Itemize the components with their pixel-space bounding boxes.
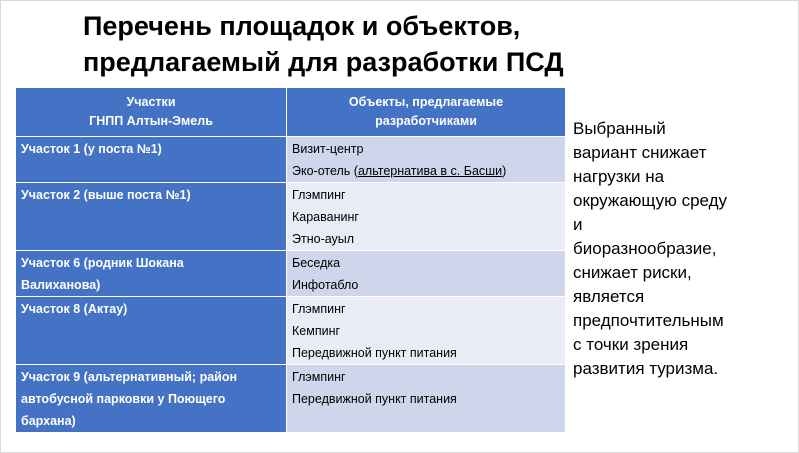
object-item: Глэмпинг	[292, 370, 346, 384]
side-note-line: развития туризма.	[573, 359, 719, 378]
header-objects-line: Объекты, предлагаемые	[348, 95, 504, 109]
object-item: Передвижной пункт питания	[292, 392, 457, 406]
site-cell	[16, 183, 287, 251]
side-note	[573, 117, 783, 381]
object-item-suffix: )	[502, 164, 507, 178]
sites-table	[15, 87, 566, 433]
table-row	[16, 297, 566, 365]
object-item: Инфотабло	[292, 278, 359, 292]
site-cell	[16, 297, 287, 365]
table-row	[16, 137, 566, 183]
site-name: Участок 2 (выше поста №1)	[21, 188, 191, 202]
site-name: Участок 9 (альтернативный; район	[21, 370, 238, 384]
site-cell	[16, 251, 287, 297]
site-cell	[16, 365, 287, 433]
object-item-alternative: альтернатива в с. Басши	[357, 164, 503, 178]
object-item: Этно-ауыл	[292, 232, 355, 246]
site-name: Участок 1 (у поста №1)	[21, 142, 162, 156]
object-item: Визит-центр	[292, 142, 364, 156]
slide-title	[83, 8, 783, 80]
side-note-line: нагрузки на	[573, 167, 665, 186]
side-note-line: и	[573, 215, 583, 234]
objects-cell	[287, 365, 566, 433]
side-note-line: Выбранный	[573, 119, 666, 138]
table-row	[16, 251, 566, 297]
side-note-line: предпочтительным	[573, 311, 724, 330]
side-note-line: является	[573, 287, 645, 306]
side-note-line: снижает риски,	[573, 263, 692, 282]
table-header-row	[16, 88, 566, 137]
site-name: бархана)	[21, 414, 76, 428]
side-note-line: окружающую среду	[573, 191, 728, 210]
header-sites	[16, 88, 287, 137]
side-note-line: вариант снижает	[573, 143, 707, 162]
objects-cell	[287, 183, 566, 251]
header-objects-line: разработчиками	[375, 114, 477, 128]
objects-cell	[287, 251, 566, 297]
table-row	[16, 183, 566, 251]
object-item: Кемпинг	[292, 324, 341, 338]
site-name: автобусной парковки у Поющего	[21, 392, 226, 406]
site-name: Участок 8 (Актау)	[21, 302, 128, 316]
site-name: Участок 6 (родник Шокана	[21, 256, 184, 270]
site-cell	[16, 137, 287, 183]
side-note-line: с точки зрения	[573, 335, 689, 354]
side-note-line: биоразнообразие,	[573, 239, 717, 258]
header-sites-line: Участки	[126, 95, 176, 109]
object-item-text: Эко-отель (	[292, 164, 358, 178]
object-item: Передвижной пункт питания	[292, 346, 457, 360]
site-name: Валиханова)	[21, 278, 101, 292]
header-objects	[287, 88, 566, 137]
title-line-2: предлагаемый для разработки ПСД	[83, 47, 564, 77]
objects-cell	[287, 297, 566, 365]
object-item: Глэмпинг	[292, 302, 346, 316]
object-item: Глэмпинг	[292, 188, 346, 202]
title-line-1: Перечень площадок и объектов,	[83, 11, 521, 41]
object-item: Караванинг	[292, 210, 359, 224]
table-row	[16, 365, 566, 433]
object-item	[292, 160, 560, 182]
objects-cell	[287, 137, 566, 183]
object-item: Беседка	[292, 256, 341, 270]
header-sites-line: ГНПП Алтын-Эмель	[89, 114, 213, 128]
